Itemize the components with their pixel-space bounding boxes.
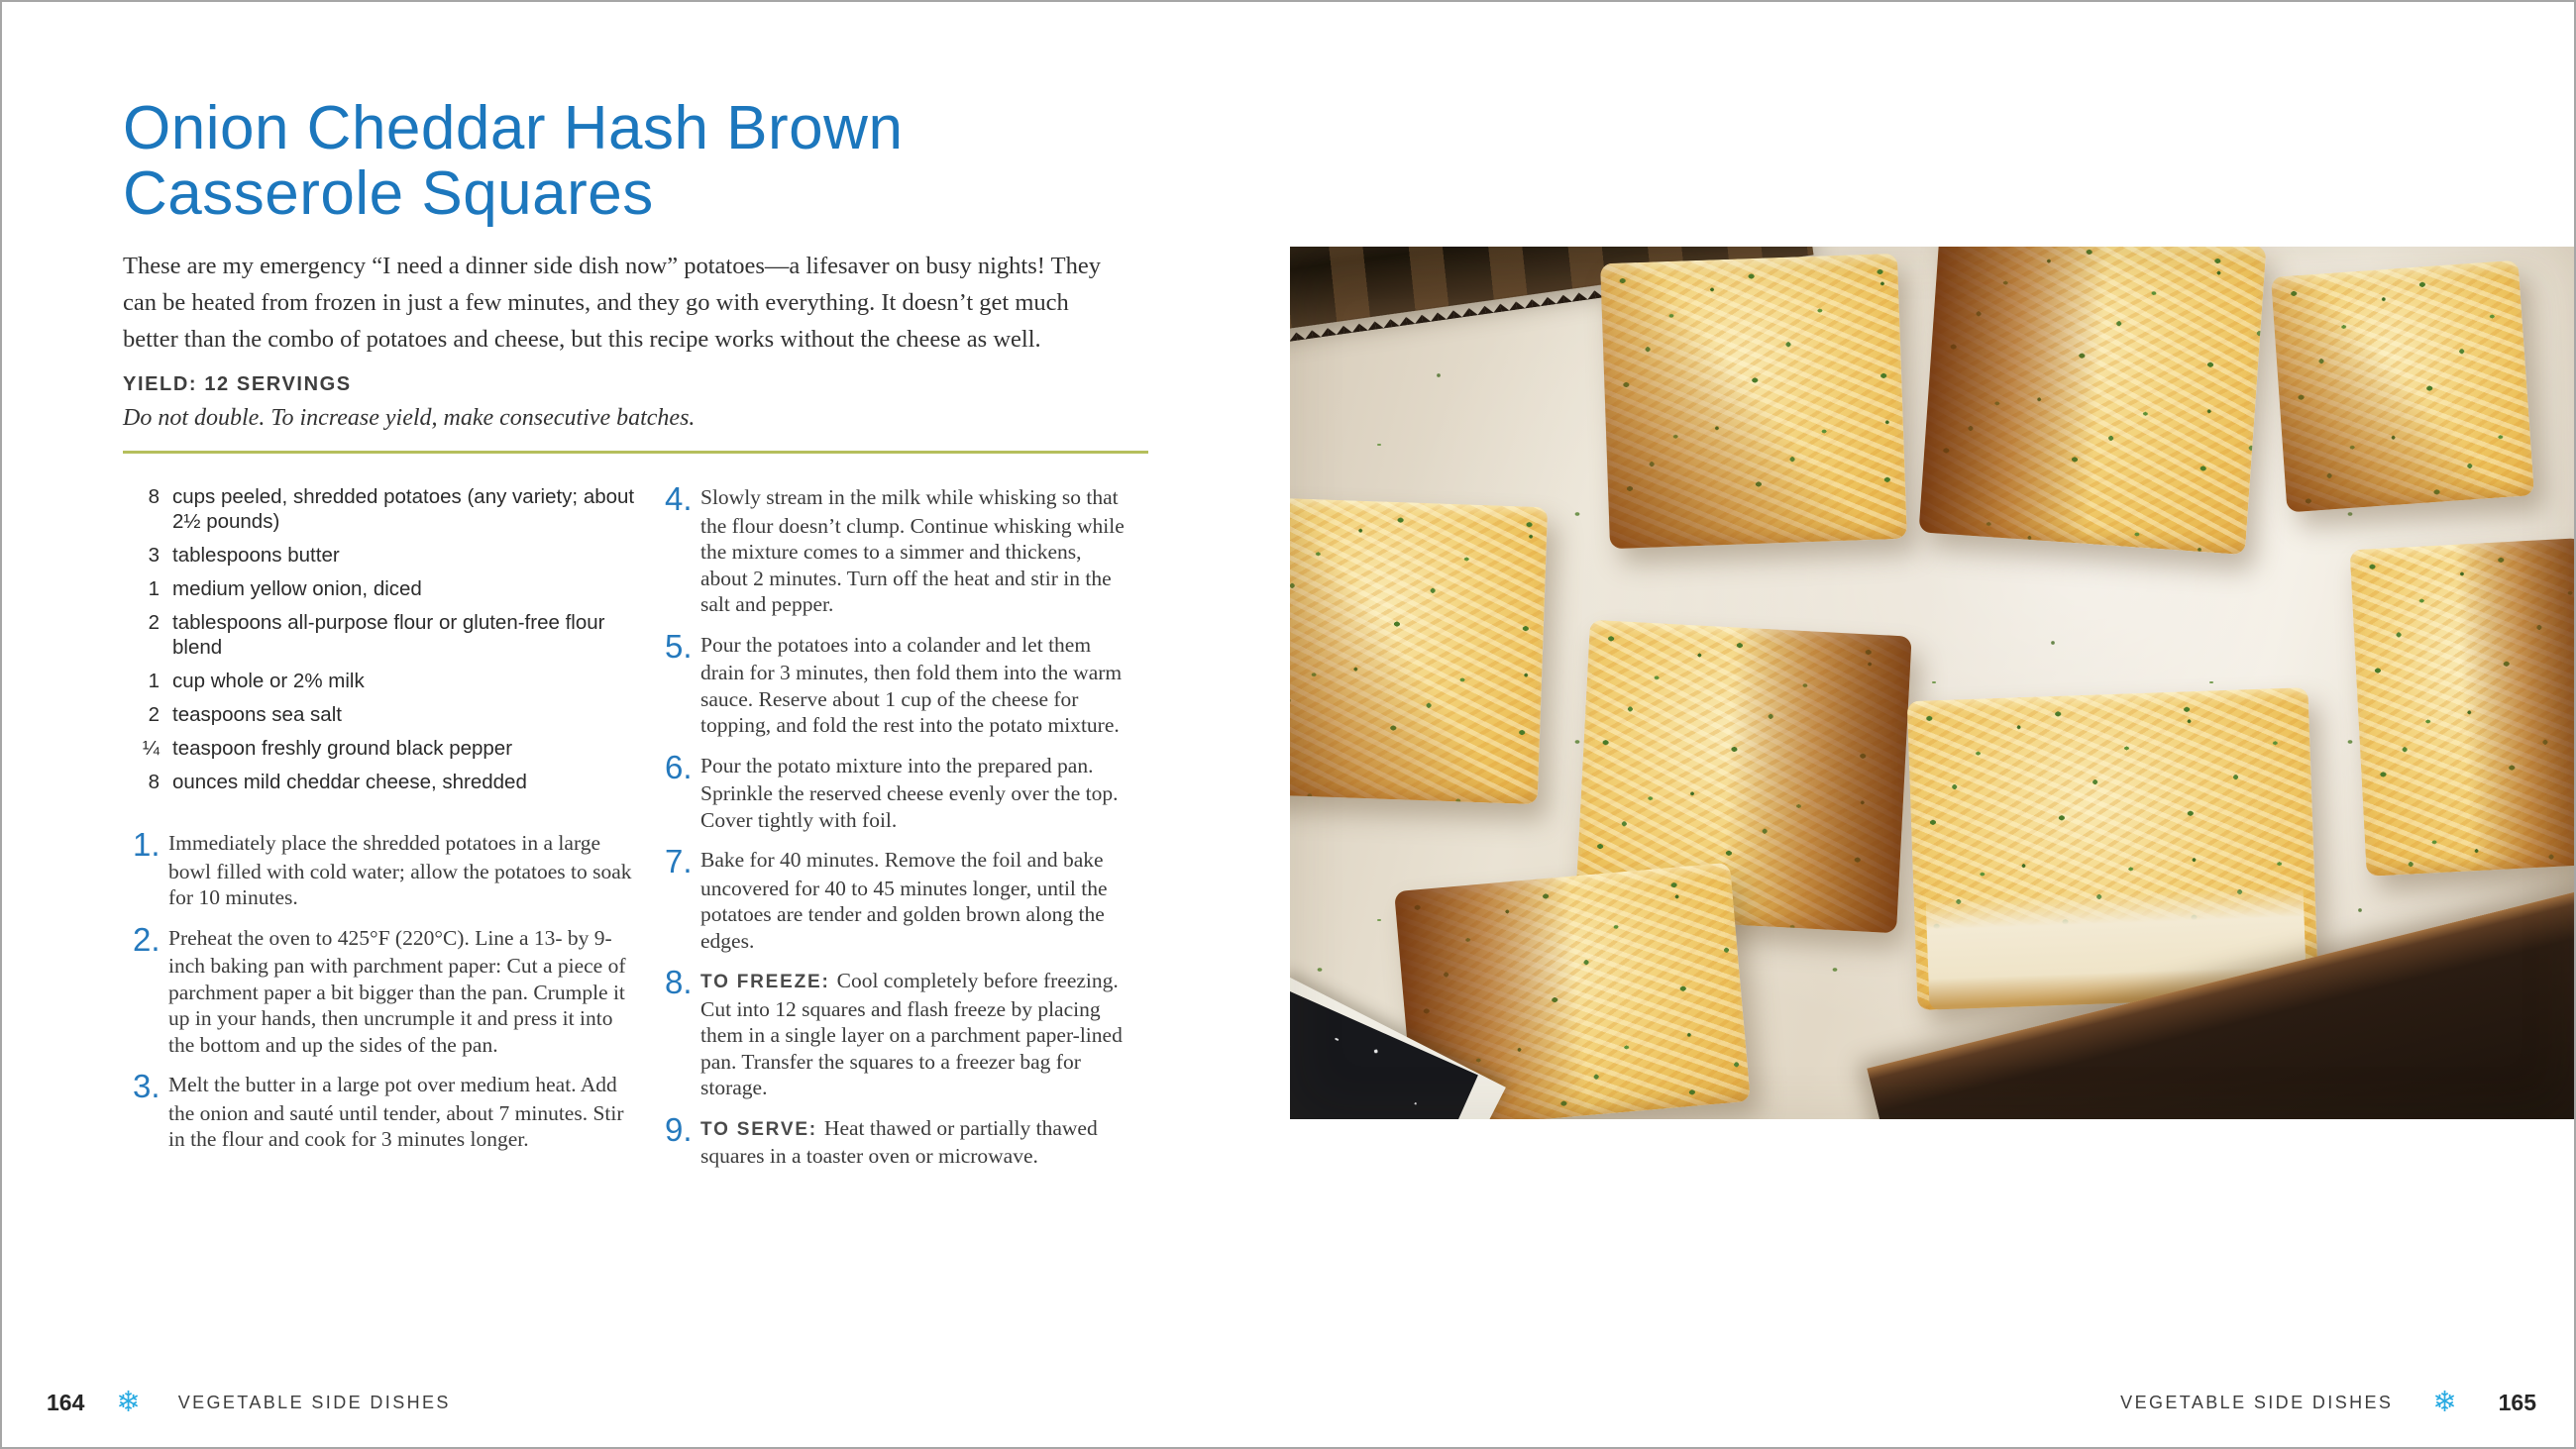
casserole-square	[1907, 687, 2319, 1010]
casserole-square	[2350, 538, 2575, 877]
step-number: 9.	[665, 1110, 693, 1148]
step-item	[655, 480, 1130, 618]
footer-right	[2120, 1389, 2536, 1417]
step-text-body: Preheat the oven to 425°F (220°C). Line a 13- by 9-inch baking pan with parchment paper: Cut a piece of parchment paper a bit bigger than the pan. Crumple it up in your hands, then uncrumple it and press it into the bottom and up the sides of the pan.	[168, 925, 626, 1057]
ingredient-item	[123, 770, 638, 794]
ingredient-item	[123, 702, 638, 727]
casserole-square	[1600, 254, 1907, 549]
step-text-body: Pour the potatoes into a colander and let them drain for 3 minutes, then fold them into the warm sauce. Reserve about 1 cup of the cheese for topping, and fold the rest into the potato mixture.	[700, 632, 1123, 737]
ingredient-text: cup whole or 2% milk	[172, 670, 365, 692]
ingredient-list	[123, 484, 638, 794]
casserole-square	[2271, 260, 2534, 513]
ingredient-item	[123, 669, 638, 693]
ingredient-item	[123, 576, 638, 601]
step-text	[700, 847, 1130, 954]
step-text	[700, 968, 1130, 1101]
ingredient-text: tablespoons butter	[172, 544, 340, 567]
ingredient-item	[123, 736, 638, 761]
step-item	[123, 1068, 638, 1153]
ingredient-text: medium yellow onion, diced	[172, 577, 422, 600]
step-text-body: Slowly stream in the milk while whisking so that the flour doesn’t clump. Continue whisking while the mixture comes to a simmer and thickens, about 2 minutes. Turn off the heat and stir in the salt and pepper.	[700, 485, 1125, 616]
step-number: 4.	[665, 480, 693, 517]
ingredient-text: teaspoons sea salt	[172, 703, 342, 726]
step-text	[168, 925, 638, 1059]
page-number-left: 164	[47, 1390, 85, 1415]
step-label: TO FREEZE:	[700, 972, 830, 992]
step-item	[655, 843, 1130, 954]
recipe-photo	[1290, 247, 2575, 1119]
right-column	[655, 480, 1130, 1184]
section-label-left: VEGETABLE SIDE DISHES	[177, 1393, 451, 1412]
step-number: 5.	[665, 627, 693, 665]
casserole-square	[1290, 497, 1548, 804]
step-number: 7.	[665, 843, 693, 880]
ingredient-qty: 1	[148, 670, 160, 692]
step-text-body: Cool completely before freezing. Cut into 12 squares and flash freeze by placing them in a single layer on a parchment paper-lined pan. Transfer the squares to a freezer bag for storage.	[700, 969, 1123, 1099]
step-number: 2.	[133, 920, 161, 958]
step-number: 6.	[665, 748, 693, 785]
step-number: 1.	[133, 826, 161, 863]
step-text	[700, 484, 1130, 618]
casserole-square	[1919, 247, 2267, 555]
step-number: 3.	[133, 1068, 161, 1104]
step-text-body: Bake for 40 minutes. Remove the foil and bake uncovered for 40 to 45 minutes longer, until the potatoes are tender and golden brown along the edges.	[700, 848, 1108, 953]
yield-label: YIELD: 12 SERVINGS	[123, 373, 352, 395]
snowflake-icon: ❄	[2432, 1387, 2457, 1418]
step-text-body: Melt the butter in a large pot over medium heat. Add the onion and sauté until tender, about 7 minutes. Stir in the flour and cook for 3 minutes longer.	[168, 1073, 624, 1151]
steps-1-3	[123, 826, 638, 1153]
page-number-right: 165	[2498, 1390, 2536, 1415]
step-label: TO SERVE:	[700, 1118, 817, 1140]
step-text	[700, 753, 1130, 834]
recipe-columns	[123, 480, 1148, 1184]
ingredient-qty: 2	[148, 703, 160, 726]
divider-rule	[123, 451, 1148, 454]
ingredient-item	[123, 543, 638, 568]
yield-note: Do not double. To increase yield, make consecutive batches.	[123, 405, 696, 431]
recipe-intro: These are my emergency “I need a dinner side dish now” potatoes—a lifesaver on busy nights! They can be heated from frozen in just a few minutes, and they go with everything. It doesn’t get much better than the combo of potatoes and cheese, but this recipe works without the cheese as well.	[123, 253, 1101, 353]
ingredient-text: cups peeled, shredded potatoes (any variety; about 2½ pounds)	[172, 485, 635, 533]
recipe-text-column	[123, 96, 1153, 1184]
step-item	[123, 826, 638, 911]
ingredient-item	[123, 610, 638, 660]
ingredient-qty: ¼	[142, 737, 160, 760]
ingredient-qty: 2	[148, 611, 160, 634]
ingredient-text: tablespoons all-purpose flour or gluten-free flour blend	[172, 611, 605, 659]
ingredient-qty: 3	[148, 544, 160, 567]
step-number: 8.	[665, 964, 693, 1000]
snowflake-icon: ❄	[116, 1387, 141, 1418]
page-title: Onion Cheddar Hash Brown Casserole Squares	[123, 94, 904, 228]
step-item	[655, 1110, 1130, 1170]
step-text	[700, 1115, 1130, 1170]
step-text-body: Heat thawed or partially thawed squares in a toaster oven or microwave.	[700, 1115, 1098, 1168]
left-column	[123, 484, 638, 1184]
step-text-body: Pour the potato mixture into the prepared pan. Sprinkle the reserved cheese evenly over the top. Cover tightly with foil.	[700, 753, 1119, 832]
step-item	[655, 627, 1130, 739]
ingredient-qty: 8	[148, 485, 160, 508]
step-text	[168, 1072, 638, 1153]
step-text	[700, 632, 1130, 739]
ingredient-text: teaspoon freshly ground black pepper	[172, 737, 513, 760]
ingredient-item	[123, 484, 638, 534]
ingredient-qty: 1	[148, 577, 160, 600]
section-label-right: VEGETABLE SIDE DISHES	[2120, 1393, 2394, 1412]
footer-left	[47, 1389, 451, 1417]
step-item	[655, 748, 1130, 834]
ingredient-qty: 8	[148, 771, 160, 793]
step-text-body: Immediately place the shredded potatoes in a large bowl filled with cold water; allow the potatoes to soak for 10 minutes.	[168, 831, 632, 909]
step-item	[655, 964, 1130, 1101]
step-item	[123, 920, 638, 1059]
step-text	[168, 830, 638, 911]
ingredient-text: ounces mild cheddar cheese, shredded	[172, 771, 527, 793]
